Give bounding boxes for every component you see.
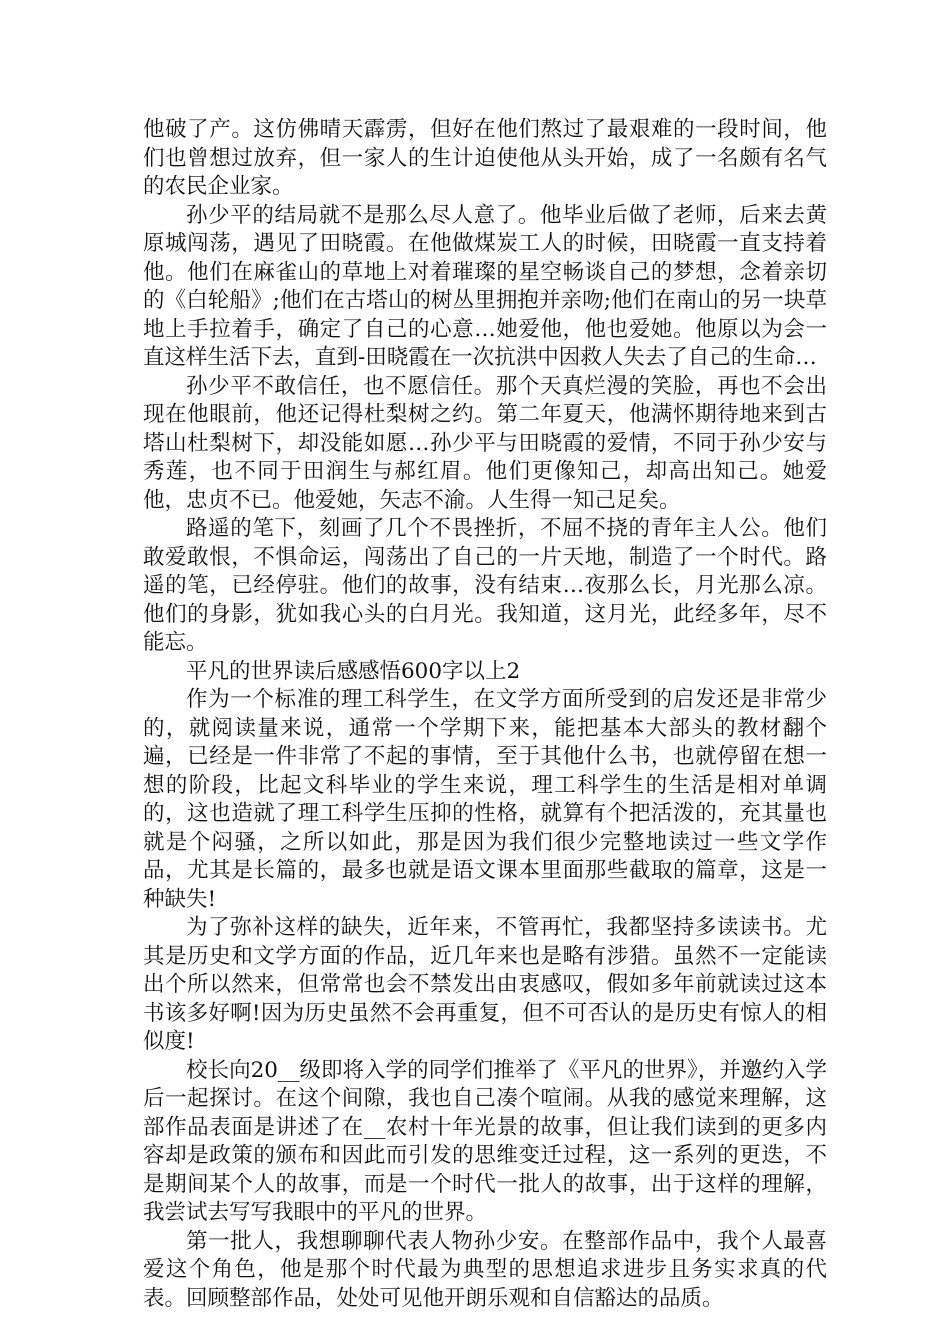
paragraph-7: 校长向20__级即将入学的同学们推举了《平凡的世界》，并邀约入学后一起探讨。在这个间隙，我也自己凑个喧闹。从我的感觉来理解，这部作品表面是讲述了在__农村十年光景的故事，但让我们读到的更多内容却是政策的颁布和因此而引发的思维变迁过程，这一系列的更迭，不是期间某个人的故事，而是一个时代一批人的故事，出于这样的理解，我尝试去写写我眼中的平凡的世界。 bbox=[143, 1057, 827, 1225]
document-page bbox=[143, 116, 827, 1313]
paragraph-8: 第一批人，我想聊聊代表人物孙少安。在整部作品中，我个人最喜爱这个角色，他是那个时代最为典型的思想追求进步且务实求真的代表。回顾整部作品，处处可见他开朗乐观和自信豁达的品质。 bbox=[143, 1228, 827, 1311]
section-heading: 平凡的世界读后感感悟600字以上2 bbox=[186, 658, 521, 684]
paragraph-2: 孙少平的结局就不是那么尽人意了。他毕业后做了老师，后来去黄原城闯荡，遇见了田晓霞。在他做煤炭工人的时候，田晓霞一直支持着他。他们在麻雀山的草地上对着璀璨的星空畅谈自己的梦想，念着亲切的《白轮船》;他们在古塔山的树丛里拥抱并亲吻;他们在南山的另一块草地上手拉着手，确定了自己的心意…她爱他，他也爱她。他原以为会一直这样生活下去，直到-田晓霞在一次抗洪中因救人失去了自己的生命… bbox=[143, 202, 827, 370]
paragraph-4: 路遥的笔下，刻画了几个不畏挫折，不屈不挠的青年主人公。他们敢爱敢恨，不惧命运，闯荡出了自己的一片天地，制造了一个时代。路遥的笔，已经停驻。他们的故事，没有结束…夜那么长，月光那么凉。他们的身影，犹如我心头的白月光。我知道，这月光，此经多年，尽不能忘。 bbox=[143, 516, 827, 655]
paragraph-5: 作为一个标准的理工科学生，在文学方面所受到的启发还是非常少的，就阅读量来说，通常一个学期下来，能把基本大部头的教材翻个遍，已经是一件非常了不起的事情，至于其他什么书，也就停留在想一想的阶段，比起文科毕业的学生来说，理工科学生的生活是相对单调的，这也造就了理工科学生压抑的性格，就算有个把活泼的，充其量也就是个闷骚，之所以如此，那是因为我们很少完整地读过一些文学作品，尤其是长篇的，最多也就是语文课本里面那些截取的篇章，这是一种缺失! bbox=[143, 687, 827, 912]
paragraph-6: 为了弥补这样的缺失，近年来，不管再忙，我都坚持多读读书。尤其是历史和文学方面的作品，近几年来也是略有涉猎。虽然不一定能读出个所以然来，但常常也会不禁发出由衷感叹，假如多年前就读过这本书该多好啊!因为历史虽然不会再重复，但不可否认的是历史有惊人的相似度! bbox=[143, 915, 827, 1054]
paragraph-1: 他破了产。这仿佛晴天霹雳，但好在他们熬过了最艰难的一段时间，他们也曾想过放弃，但一家人的生计迫使他从头开始，成了一名颇有名气的农民企业家。 bbox=[143, 117, 827, 199]
paragraph-3: 孙少平不敢信任，也不愿信任。那个天真烂漫的笑脸，再也不会出现在他眼前，他还记得杜梨树之约。第二年夏天，他满怀期待地来到古塔山杜梨树下，却没能如愿…孙少平与田晓霞的爱情，不同于孙少安与秀莲，也不同于田润生与郝红眉。他们更像知己，却高出知己。她爱他，忠贞不已。他爱她，矢志不渝。人生得一知己足矣。 bbox=[143, 373, 827, 513]
